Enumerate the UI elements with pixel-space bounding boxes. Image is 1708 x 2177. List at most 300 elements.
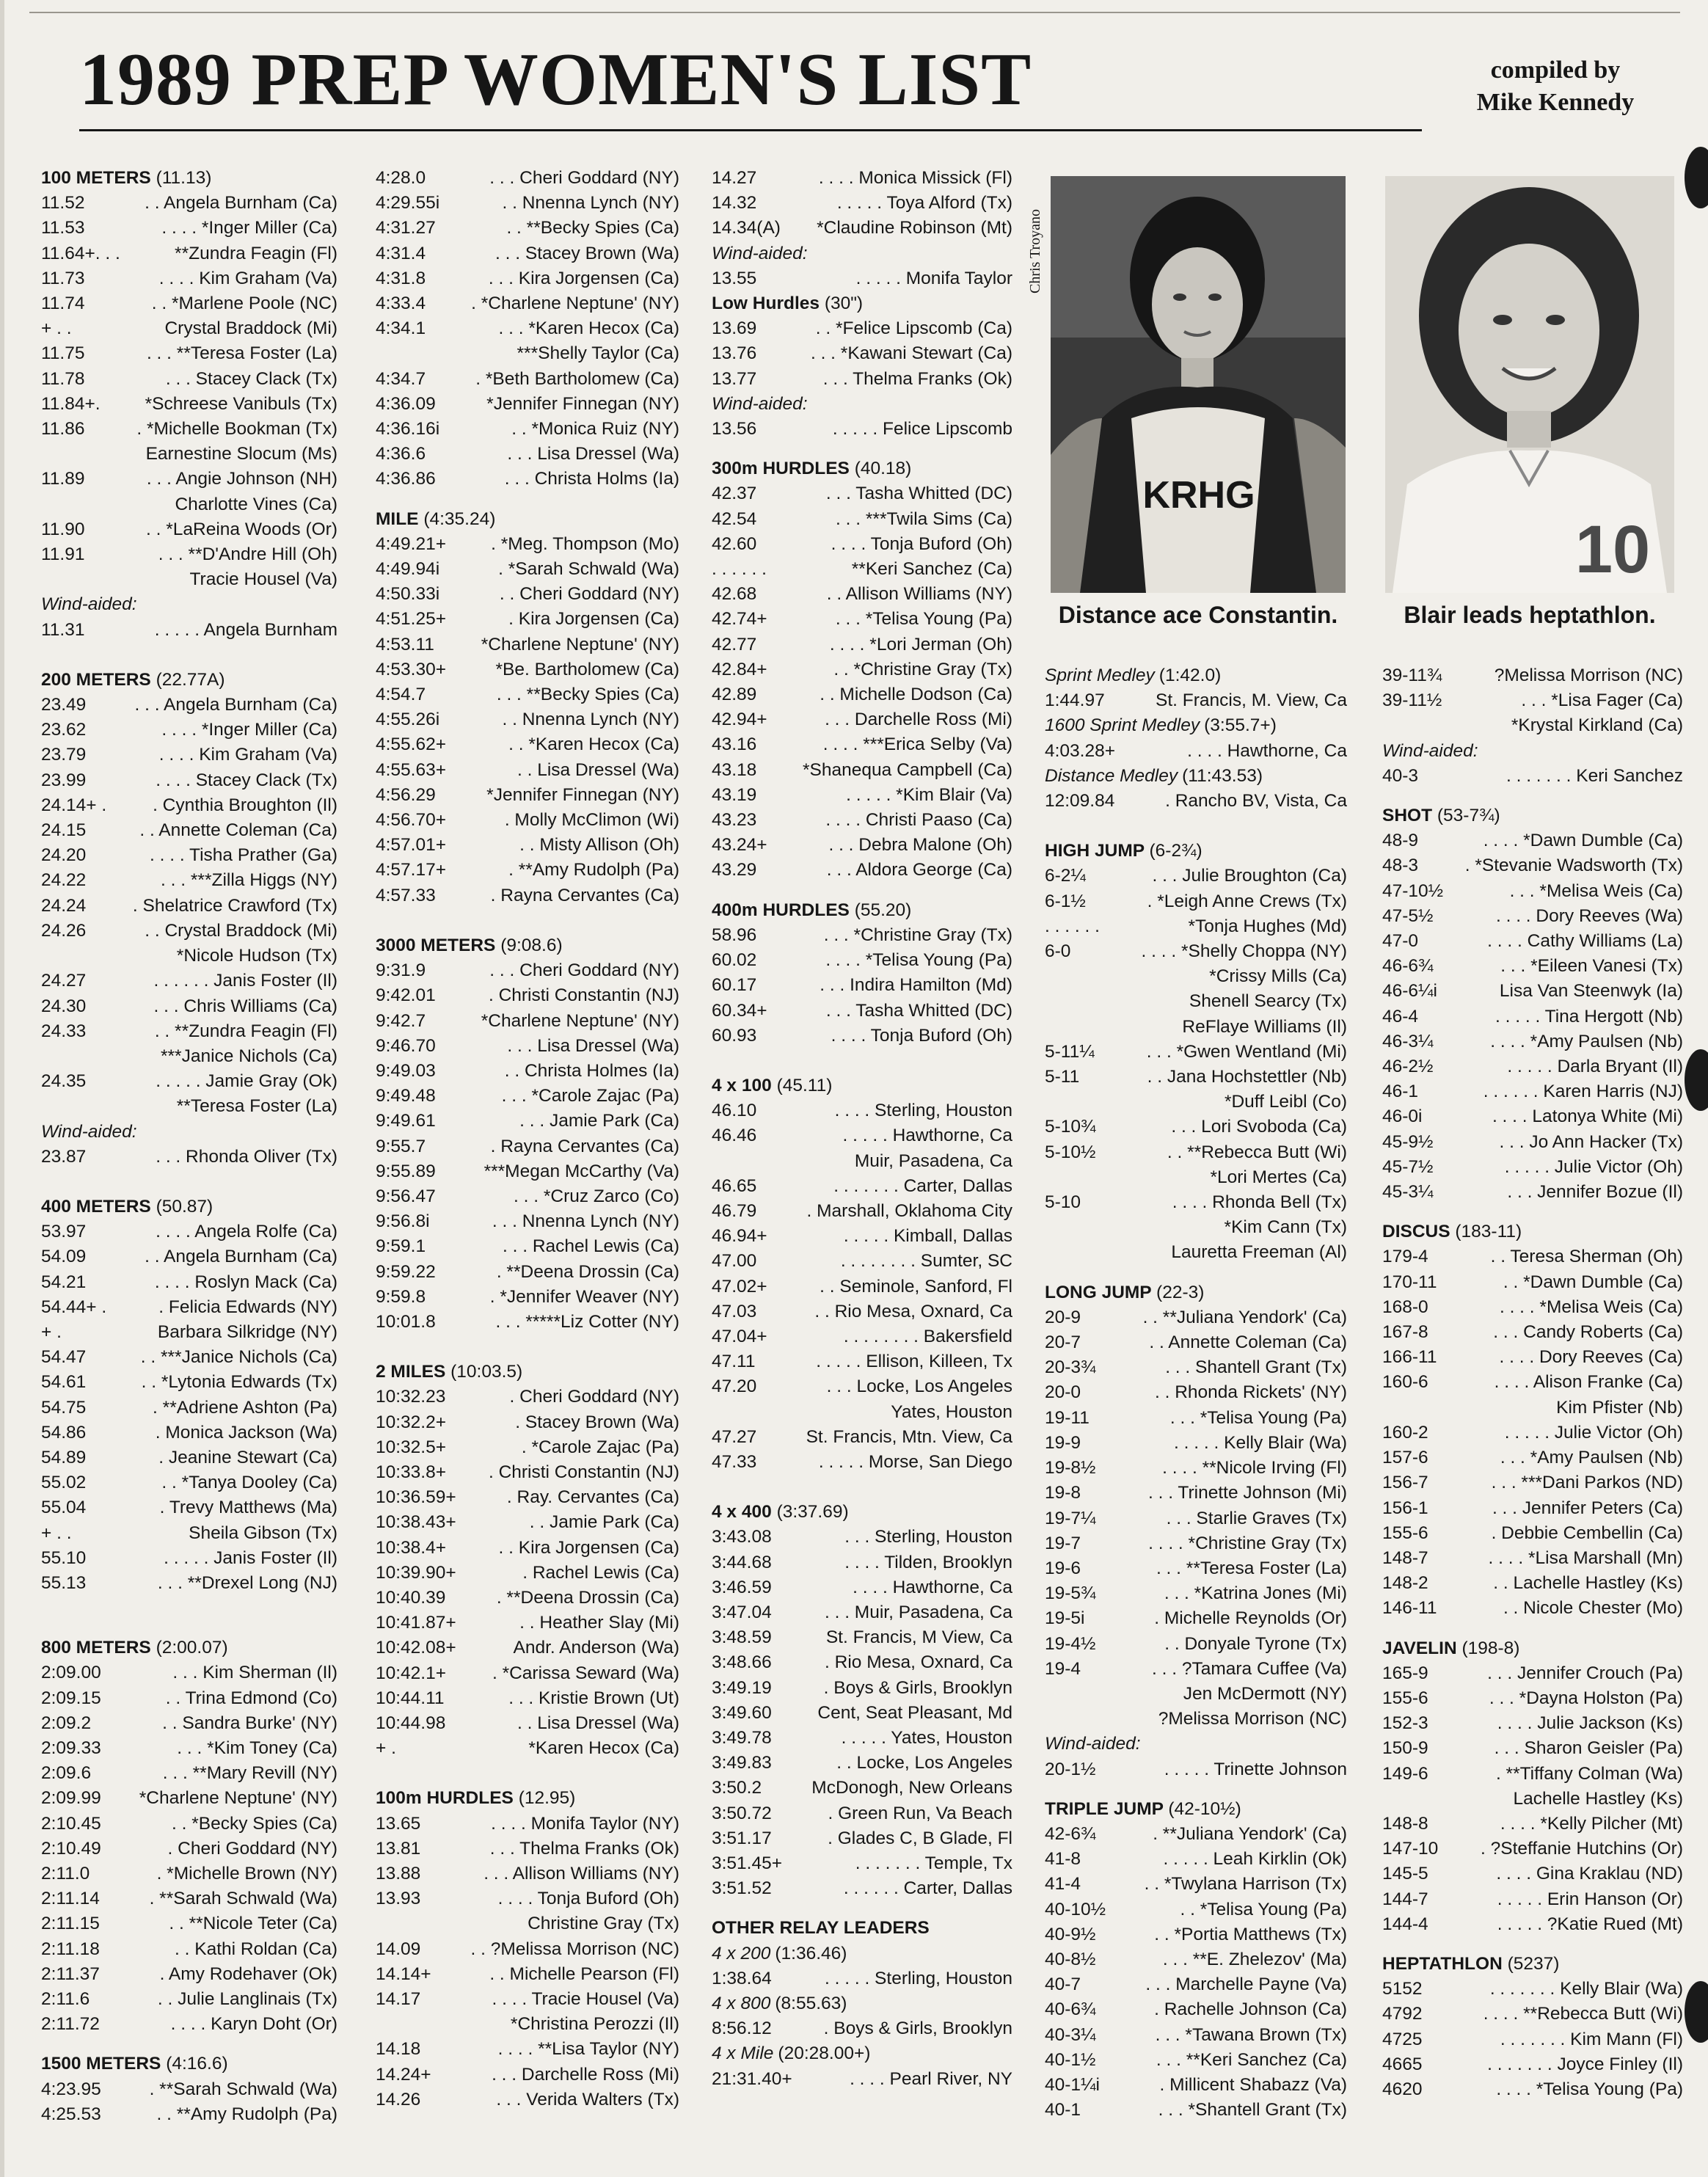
mark: 14.27 [712,168,757,188]
spacer [41,2037,337,2052]
athlete: . . . . Kim Graham (Va) [158,745,337,765]
list-item-tie [1045,1090,1347,1115]
athlete: . . . **Keri Sanchez (Ca) [1156,2049,1347,2070]
mark: 46-4 [1382,1006,1419,1026]
event-name: Low Hurdles [712,293,820,314]
event-record: (53-7¾) [1437,806,1500,826]
mark: 4:36.6 [376,444,426,464]
list-item [41,969,337,993]
athlete: . Felicia Edwards (NY) [158,1297,337,1317]
list-item [41,1546,337,1571]
list-item [1382,1054,1683,1079]
mark: 47-0 [1382,931,1419,952]
athlete: . . . . . Hawthorne, Ca [842,1126,1012,1146]
athlete: Lachelle Hastley (Ks) [1513,1788,1683,1809]
mark: 9:42.01 [376,985,436,1006]
athlete: . . . . Hawthorne, Ca [1187,740,1347,761]
athlete: . . . . *Shelly Choppa (NY) [1141,941,1347,962]
mark: 145-5 [1382,1864,1428,1884]
list-item [376,1987,679,2012]
athlete: . . . . . Darla Bryant (Il) [1507,1057,1683,1077]
mark: 9:31.9 [376,960,426,981]
list-item [1045,1355,1347,1380]
mark: 40-10½ [1045,1899,1106,1919]
athlete: . . . *Telisa Young (Pa) [1169,1407,1347,1428]
athlete: . . . . . Monifa Taylor [855,268,1012,288]
event-heading [1382,1952,1683,1977]
athlete: . ?Steffanie Hutchins (Or) [1481,1839,1683,1859]
mark: 48-3 [1382,856,1419,876]
athlete: . . . Stacey Brown (Wa) [495,243,679,263]
athlete: . . . . . Leah Kirklin (Ok) [1163,1849,1347,1870]
list-item [376,1611,679,1636]
list-item-tie [41,567,337,592]
athlete: . Rancho BV, Vista, Ca [1165,791,1347,812]
mark: 11.78 [41,368,85,389]
athlete: . Green Run, Va Beach [828,1803,1012,1823]
athlete: . Rio Mesa, Oxnard, Ca [825,1652,1012,1673]
mark: 167-8 [1382,1322,1428,1343]
athlete: . . . **D'Andre Hill (Oh) [158,544,337,565]
list-item [1382,663,1683,688]
list-item [376,582,679,607]
athlete: . . Lachelle Hastley (Ks) [1493,1573,1683,1594]
list-item [376,1435,679,1460]
spacer [1382,1622,1683,1636]
mark: 13.65 [376,1813,421,1834]
athlete: *Shanequa Campbell (Ca) [803,759,1012,780]
relay-record: (8:55.63) [775,1994,847,2014]
athlete: . . ***Janice Nichols (Ca) [140,1347,337,1368]
mark: 156-1 [1382,1498,1428,1518]
relay-record: (1:36.46) [775,1943,847,1963]
mark: 53.97 [41,1222,87,1242]
list-item [41,1987,337,2012]
list-item [712,1776,1012,1801]
jersey-number: 10 [1574,512,1651,587]
list-item [41,1660,337,1685]
list-item [1382,1812,1683,1837]
event-name: OTHER RELAY LEADERS [712,1918,930,1939]
spacer [712,1901,1012,1916]
mark: 4:31.27 [376,218,436,238]
athlete: . . . Lisa Dressel (Wa) [507,1035,679,1056]
mark: 19-9 [1045,1432,1081,1453]
relay-record: (3:55.7+) [1204,715,1277,736]
mark: 170-11 [1382,1272,1437,1292]
mark: 42.68 [712,584,757,605]
list-item [376,1861,679,1886]
mark: 46.10 [712,1101,757,1121]
list-item [1045,1822,1347,1847]
mark: 4:36.16i [376,419,440,440]
mark: 168-0 [1382,1297,1428,1317]
mark: + . . [41,1523,72,1543]
mark: 4:50.33i [376,584,440,605]
mark: 4:57.33 [376,885,436,905]
list-item [1045,1972,1347,1997]
mark: 46-3¼ [1382,1031,1434,1051]
list-item [376,1260,679,1285]
athlete: . . . . . Tina Hergott (Nb) [1495,1006,1683,1026]
mark: 10:42.08+ [376,1638,456,1658]
athlete: . . *Marlene Poole (NC) [151,293,337,314]
mark: 11.73 [41,268,85,288]
athlete: Earnestine Slocum (Ms) [145,444,337,464]
list-item [1382,1370,1683,1395]
event-heading [41,166,337,191]
athlete: . . **Amy Rudolph (Pa) [156,2104,337,2124]
athlete: . . . Cheri Goddard (NY) [489,960,679,981]
list-item-tie [41,1094,337,1119]
athlete: . *Michelle Brown (NY) [156,1864,337,1884]
athlete: . . . *Lisa Fager (Ca) [1521,690,1683,711]
mark: 11.86 [41,419,85,440]
event-heading [376,1360,679,1385]
mark: 4:55.63+ [376,759,447,780]
athlete: *Claudine Robinson (Mt) [817,218,1012,238]
list-item [1382,1596,1683,1621]
spacer [376,1761,679,1786]
athlete: . . . *Carole Zajac (Pa) [501,1086,679,1106]
mark: 55.02 [41,1473,87,1493]
list-item [1382,979,1683,1004]
mark: 46.65 [712,1175,757,1196]
athlete: . . . . *Kelly Pilcher (Mt) [1500,1813,1683,1834]
mark: 48-9 [1382,831,1419,851]
spacer [376,492,679,507]
athlete: . . . Lisa Dressel (Wa) [507,444,679,464]
mark: 3:51.17 [712,1828,772,1848]
event-heading [1382,1636,1683,1661]
athlete: . . **Nicole Teter (Ca) [169,1914,337,1934]
athlete: . . Sandra Burke' (NY) [162,1713,337,1733]
list-item [376,1636,679,1660]
event-heading [41,1636,337,1660]
mark: 46.79 [712,1200,757,1221]
list-item [1045,2098,1347,2123]
list-item-tie [712,1149,1012,1174]
mark: 39-11½ [1382,690,1442,711]
athlete: ?Melissa Morrison (NC) [1494,666,1683,685]
athlete: . . . Kristie Brown (Ut) [508,1688,679,1708]
athlete: . . . Jamie Park (Ca) [519,1111,679,1131]
relay-name: Distance Medley [1045,765,1178,786]
mark: 42.54 [712,508,757,529]
mark: 3:49.78 [712,1727,772,1748]
list-item [712,1676,1012,1701]
mark: 20-3¾ [1045,1357,1096,1378]
athlete: . . . Lori Svoboda (Ca) [1171,1117,1347,1137]
event-record: (30") [824,293,864,314]
mark: 8:56.12 [712,2019,772,2039]
caption-left: Distance ace Constantin. [1058,602,1338,628]
event-name: JAVELIN [1382,1638,1457,1658]
mark: 14.32 [712,193,757,214]
athlete: . Rachelle Johnson (Ca) [1154,1999,1347,2020]
list-item [1045,2073,1347,2098]
mark: 2:09.33 [41,1737,101,1758]
athlete: . . . Tasha Whitted (DC) [825,484,1012,504]
list-item [41,1396,337,1421]
mark: 4620 [1382,2079,1423,2099]
athlete: . Monica Jackson (Wa) [155,1422,337,1443]
mark: 46-6¾ [1382,956,1434,977]
mark: 14.09 [376,1939,421,1959]
list-item [712,417,1012,442]
athlete: . . . Angela Burnham (Ca) [134,695,337,715]
mark: 2:09.15 [41,1688,101,1708]
list-item [41,1019,337,1044]
athlete: . *Sarah Schwald (Wa) [498,559,679,580]
mark: 2:09.6 [41,1763,92,1784]
athlete: . . Lisa Dressel (Wa) [517,1713,679,1733]
list-item [376,682,679,707]
list-item [41,618,337,643]
event-heading [376,933,679,958]
athlete: *Karen Hecox (Ca) [528,1738,679,1759]
spacer [712,1475,1012,1500]
list-item-tie [712,1400,1012,1425]
relay-name: Sprint Medley [1045,666,1155,685]
mark: 13.77 [712,368,757,389]
athlete: . . . . Roslyn Mack (Ca) [154,1272,337,1292]
athlete: . . Misty Allison (Oh) [519,835,679,856]
spacer [712,442,1012,456]
mark: 60.93 [712,1025,757,1046]
list-item [376,1084,679,1109]
athlete: . . . . *Amy Paulsen (Nb) [1490,1031,1683,1051]
athlete: *Charlene Neptune' (NY) [139,1788,337,1809]
athlete: . . Julie Langlinais (Tx) [157,1989,337,2010]
list-item [1045,1757,1347,1782]
list-item [376,1109,679,1134]
relay-name: 4 x 800 [712,1994,771,2014]
mark: 2:11.14 [41,1889,100,1909]
list-item [41,1145,337,1170]
list-item [376,1561,679,1586]
list-item [712,481,1012,506]
mark: 148-2 [1382,1573,1428,1594]
athlete: . . . . . Kelly Blair (Wa) [1174,1432,1347,1453]
list-item [712,1174,1012,1199]
list-item [1382,1421,1683,1445]
event-heading [712,456,1012,481]
list-item [712,1123,1012,1148]
athlete: *Duff Leibl (Co) [1224,1092,1347,1112]
list-item [712,1801,1012,1826]
list-item [41,1521,337,1546]
mark: 147-10 [1382,1839,1439,1859]
list-item [712,732,1012,757]
athlete: . *Beth Bartholomew (Ca) [475,368,679,389]
mark: 19-7 [1045,1533,1081,1553]
list-item [712,1275,1012,1299]
athlete: . . . Rhonda Oliver (Tx) [156,1146,337,1167]
mark: 60.17 [712,975,757,996]
list-item [1382,1244,1683,1269]
list-item [712,191,1012,216]
list-item [712,532,1012,557]
list-item [1382,1155,1683,1180]
mark: 46-2½ [1382,1057,1434,1077]
list-item [712,1966,1012,1991]
list-item [41,1886,337,1911]
list-item [376,1962,679,1987]
mark: 4:55.26i [376,710,440,730]
list-item [1382,1004,1683,1029]
athlete: **Zundra Feagin (Fl) [175,243,337,263]
event-record: (198-8) [1461,1638,1520,1658]
athlete: . . . . . *Kim Blair (Va) [846,784,1012,805]
list-item [41,1470,337,1495]
list-item [376,1485,679,1510]
athlete: . . *Felice Lipscomb (Ca) [815,318,1012,339]
list-item [376,557,679,582]
list-item [41,1370,337,1395]
spacer [41,1170,337,1195]
mark: 10:32.23 [376,1387,446,1407]
list-item [712,1299,1012,1324]
athlete: . Stacey Brown (Wa) [515,1412,679,1432]
mark: 42.37 [712,484,757,504]
athlete: . . . . **Lisa Taylor (NY) [497,2039,679,2060]
mark: 24.30 [41,996,87,1016]
mark: 2:11.18 [41,1939,100,1959]
event-heading [1045,839,1347,864]
list-item [376,858,679,883]
mark: 24.15 [41,820,87,841]
bib-text-left: KRHG [1142,474,1255,517]
athlete: . . . . . Kimball, Dallas [843,1226,1012,1247]
list-item-tie [1045,989,1347,1014]
list-item [1045,789,1347,814]
event-name: 400 METERS [41,1196,151,1217]
athlete: . . . ***Dani Parkos (ND) [1491,1473,1683,1493]
athlete: . . . . . . Karen Harris (NJ) [1483,1082,1683,1102]
athlete: . *Carole Zajac (Pa) [521,1437,679,1457]
wind-aided-label: Wind-aided: [1382,740,1478,761]
photo-credit: Chris Troyano [1027,208,1043,293]
mark: 42.60 [712,533,757,554]
athlete: . *Charlene Neptune' (NY) [471,293,679,314]
list-item [712,1550,1012,1575]
athlete: . *Leigh Anne Crews (Tx) [1147,891,1347,911]
athlete: Lisa Van Steenwyk (Ia) [1499,981,1683,1002]
mark: 9:56.8i [376,1211,430,1232]
list-item [41,1861,337,1886]
mark: 10:38.4+ [376,1537,447,1558]
list-item [1382,1837,1683,1861]
mark: 40-1 [1045,2100,1081,2121]
athlete: *Schreese Vanibuls (Tx) [145,393,337,414]
athlete: . . *Monica Ruiz (NY) [511,419,679,440]
athlete: . **Tiffany Colman (Wa) [1495,1763,1683,1784]
athlete: Andr. Anderson (Wa) [513,1638,679,1658]
mark: 4:03.28+ [1045,740,1116,761]
athlete: *Kim Cann (Tx) [1224,1217,1347,1238]
list-item [1045,1997,1347,2022]
list-item [41,1761,337,1786]
list-item [1045,914,1347,939]
list-item [376,808,679,833]
list-item [1382,1104,1683,1129]
athlete: . Trevy Matthews (Ma) [159,1498,337,1518]
athlete: . **Deena Drossin (Ca) [496,1587,679,1608]
athlete: . . *Tanya Dooley (Ca) [161,1473,337,1493]
relay-record: (20:28.00+) [778,2043,871,2064]
athlete: . . . . . . . Keri Sanchez [1506,765,1683,786]
athlete: Charlotte Vines (Ca) [175,494,337,514]
mark: 46-0i [1382,1106,1423,1127]
list-item [376,532,679,557]
list-item [41,2012,337,2037]
athlete: . . . . Sterling, Houston [834,1101,1012,1121]
mark: 3:48.59 [712,1627,772,1648]
athlete: . . . . Tonja Buford (Oh) [831,1025,1012,1046]
event-heading [1382,1219,1683,1244]
list-item [41,291,337,316]
athlete: . . . Verida Walters (Tx) [496,2089,679,2109]
mark: 19-7¼ [1045,1508,1096,1528]
list-item [41,793,337,818]
list-item [376,732,679,757]
athlete: St. Francis, Mtn. View, Ca [806,1426,1012,1447]
event-heading [1382,803,1683,828]
athlete: . . . *Christine Gray (Tx) [823,925,1012,945]
mark: 13.93 [376,1889,421,1909]
mark: 9:59.22 [376,1261,436,1282]
mark: 155-6 [1382,1688,1428,1708]
mark: 13.76 [712,343,757,364]
athlete: ***Shelly Taylor (Ca) [517,343,679,364]
mark: 6-1½ [1045,891,1086,911]
spacer [712,883,1012,898]
mark: 3:47.04 [712,1602,772,1622]
list-item [1045,1040,1347,1065]
mark: 3:46.59 [712,1577,772,1597]
athlete: . Millicent Shabazz (Va) [1159,2074,1347,2095]
athlete: . . **Juliana Yendork' (Ca) [1142,1307,1347,1327]
mark: 20-1½ [1045,1759,1096,1779]
mark: 47.03 [712,1301,757,1321]
list-item [1382,1320,1683,1345]
athlete: . . . *****Liz Cotter (NY) [495,1311,679,1332]
event-heading [376,507,679,532]
mark: 5-10½ [1045,1142,1096,1162]
mark: 24.26 [41,920,87,941]
athlete: . . . Angie Johnson (NH) [146,469,337,489]
athlete: . . . *Kim Toney (Ca) [177,1737,337,1758]
list-item [1382,688,1683,713]
page-title: 1989 PREP WOMEN'S LIST [79,38,1032,121]
athlete: . . Rio Mesa, Oxnard, Ca [814,1301,1012,1321]
list-item [376,1686,679,1711]
list-item-tie [1045,1682,1347,1707]
byline [1438,54,1673,119]
list-item [41,843,337,868]
list-item [376,216,679,241]
mark: 45-9½ [1382,1131,1434,1152]
athlete: . Rachel Lewis (Ca) [522,1562,679,1583]
athlete: . . . Marchelle Payne (Va) [1145,1974,1347,1995]
athlete: ReFlaye Williams (Il) [1182,1016,1347,1037]
athlete: . . . . Hawthorne, Ca [853,1577,1012,1597]
event-name: 4 x 400 [712,1502,772,1523]
athlete: . Rayna Cervantes (Ca) [490,1136,679,1156]
mark: 20-7 [1045,1332,1081,1353]
mark: 24.24 [41,895,87,916]
